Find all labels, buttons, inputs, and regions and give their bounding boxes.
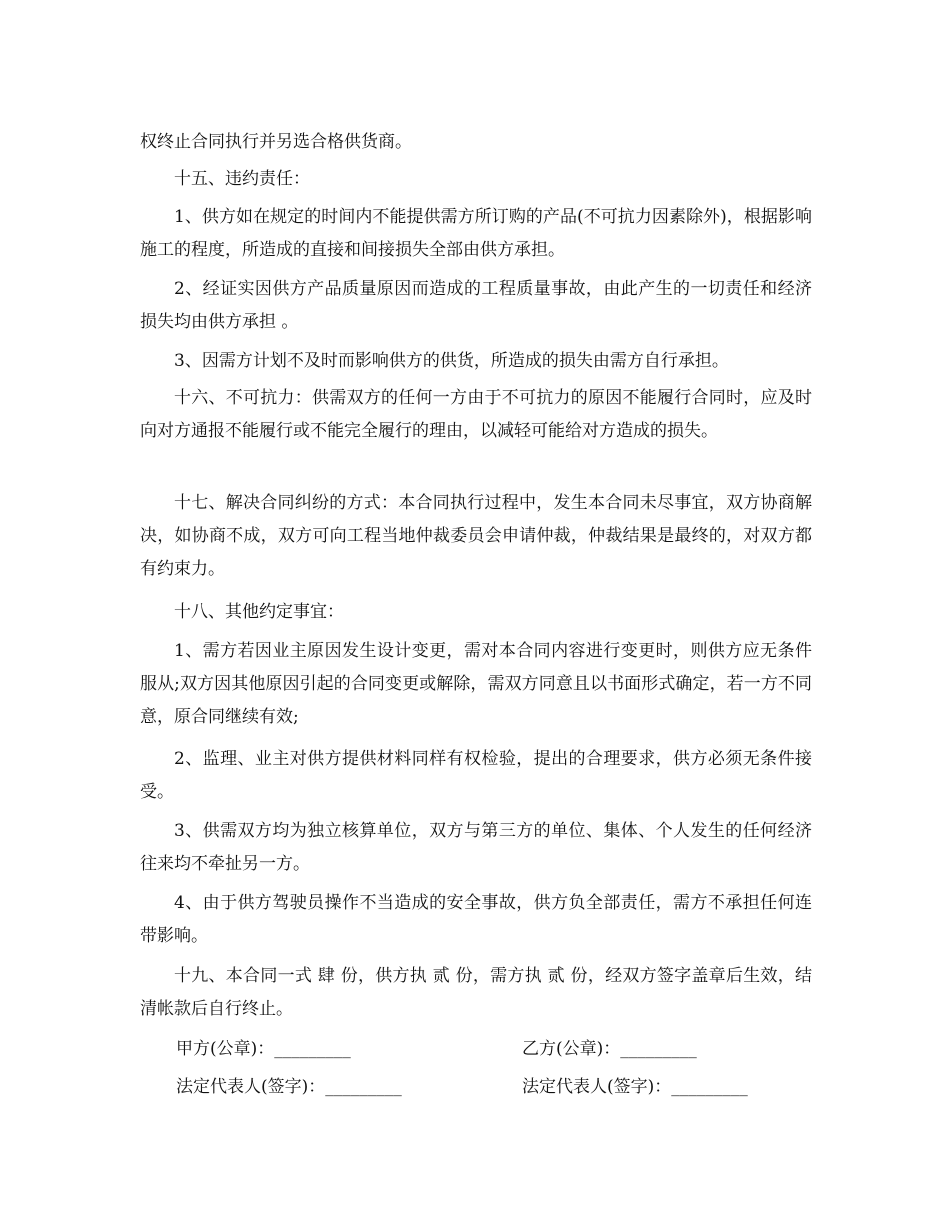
paragraph-other-2: 2、监理、业主对供方提供材料同样有权检验，提出的合理要求，供方必须无条件接受。 [140, 749, 812, 802]
signature-row-seals [176, 1033, 816, 1066]
heading-other-agreements: 十八、其他约定事宜： [174, 602, 344, 622]
paragraph-breach-3: 3、因需方计划不及时而影响供方的供货，所造成的损失由需方自行承担。 [174, 351, 729, 371]
party-b-seal-field[interactable]: 乙方(公章)：_________ [522, 1039, 697, 1059]
paragraph-dispute-resolution: 十七、解决合同纠纷的方式：本合同执行过程中，发生本合同未尽事宜，双方协商解决，如协商不成，双方可向工程当地仲裁委员会申请仲裁，仲裁结果是最终的，对双方都有约束力。 [140, 493, 812, 579]
paragraph-force-majeure: 十六、不可抗力：供需双方的任何一方由于不可抗力的原因不能履行合同时，应及时向对方通报不能履行或不能完全履行的理由，以减轻可能给对方造成的损失。 [140, 388, 812, 441]
signature-row-representatives [176, 1071, 816, 1104]
party-b-representative-field[interactable]: 法定代表人(签字)：_________ [522, 1077, 748, 1097]
paragraph-other-1: 1、需方若因业主原因发生设计变更，需对本合同内容进行变更时，则供方应无条件服从;双方因其他原因引起的合同变更或解除，需双方同意且以书面形式确定，若一方不同意，原合同继续有效; [140, 641, 812, 727]
paragraph-breach-2: 2、经证实因供方产品质量原因而造成的工程质量事故，由此产生的一切责任和经济损失均由供方承担 。 [140, 279, 812, 332]
paragraph-other-3: 3、供需双方均为独立核算单位，双方与第三方的单位、集体、个人发生的任何经济往来均不牵扯另一方。 [140, 821, 812, 874]
party-a-representative-field[interactable]: 法定代表人(签字)：_________ [176, 1077, 402, 1097]
paragraph-continuation: 权终止合同执行并另选合格供货商。 [140, 132, 412, 152]
heading-breach-liability: 十五、违约责任： [174, 169, 310, 189]
party-a-seal-field[interactable]: 甲方(公章)：_________ [176, 1039, 351, 1059]
paragraph-other-4: 4、由于供方驾驶员操作不当造成的安全事故，供方负全部责任，需方不承担任何连带影响。 [140, 893, 812, 946]
paragraph-copies: 十九、本合同一式 肆 份，供方执 贰 份，需方执 贰 份，经双方签字盖章后生效，结清帐款后自行终止。 [140, 966, 812, 1019]
paragraph-breach-1: 1、供方如在规定的时间内不能提供需方所订购的产品(不可抗力因素除外)，根据影响施工的程度，所造成的直接和间接损失全部由供方承担。 [140, 207, 812, 260]
